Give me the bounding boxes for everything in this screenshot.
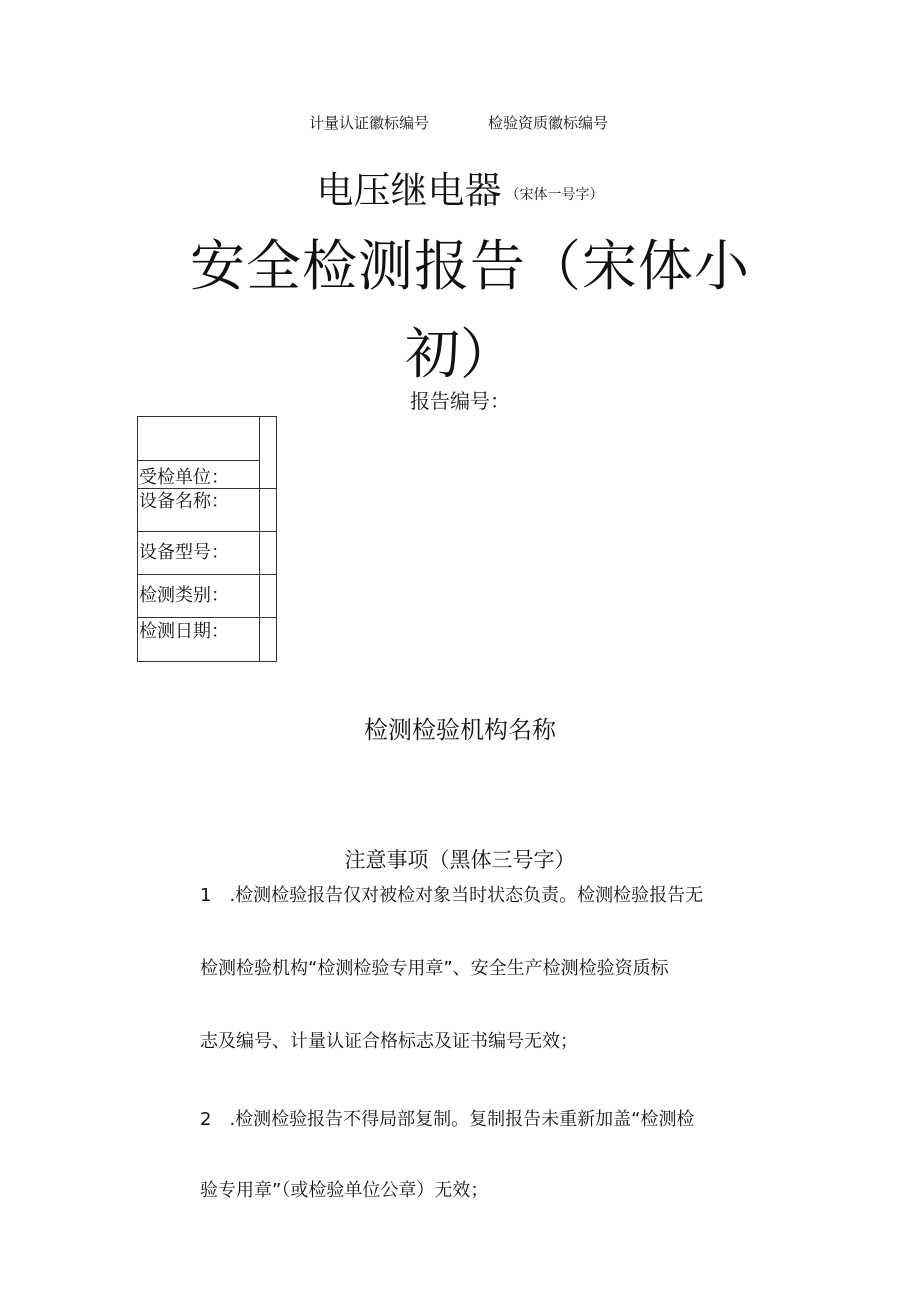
product-name: 电压继电器 — [316, 169, 502, 212]
product-font-note: （宋体一号字） — [505, 187, 604, 203]
info-label-device-model: 设备型号： — [138, 532, 260, 575]
notice-title: 注意事项（黑体三号字） — [344, 848, 576, 872]
product-title — [0, 160, 920, 214]
info-value-cell — [260, 618, 277, 662]
inspection-info-table — [137, 416, 277, 662]
report-title-line-1: 安全检测报告（宋体小 — [190, 234, 751, 298]
info-row-test-category — [138, 575, 277, 618]
notice-line: 2 .检测检验报告不得局部复制。复制报告未重新加盖“检测检 — [200, 1109, 695, 1130]
info-label — [138, 417, 260, 461]
report-number-label: 报告编号： — [410, 389, 510, 413]
info-value-cell — [260, 532, 277, 575]
report-title-line-2: 初） — [404, 322, 515, 386]
info-row-header — [138, 417, 277, 461]
info-label-inspected-unit: 受检单位： — [138, 461, 260, 489]
notice-line: 1 .检测检验报告仅对被检对象当时状态负责。检测检验报告无 — [200, 885, 704, 906]
info-label-test-category: 检测类别： — [138, 575, 260, 618]
info-row-device-model — [138, 532, 277, 575]
info-row-unit — [138, 461, 277, 489]
notice-line: 志及编号、计量认证合格标志及证书编号无效； — [200, 1031, 578, 1052]
notice-line: 检测检验机构“检测检验专用章”、安全生产检测检验资质标 — [200, 958, 669, 979]
info-value-cell — [260, 417, 277, 489]
info-label-device-name: 设备名称： — [138, 489, 260, 532]
info-value-cell — [260, 489, 277, 532]
info-row-test-date — [138, 618, 277, 662]
info-row-device-name — [138, 489, 277, 532]
notice-line: 验专用章”（或检验单位公章）无效； — [200, 1180, 489, 1201]
qualification-mark-label: 检验资质徽标编号 — [488, 114, 609, 132]
info-value-cell — [260, 575, 277, 618]
organization-name: 检测检验机构名称 — [364, 716, 556, 744]
info-label-test-date: 检测日期： — [138, 618, 260, 662]
metrology-mark-label: 计量认证徽标编号 — [309, 114, 430, 132]
